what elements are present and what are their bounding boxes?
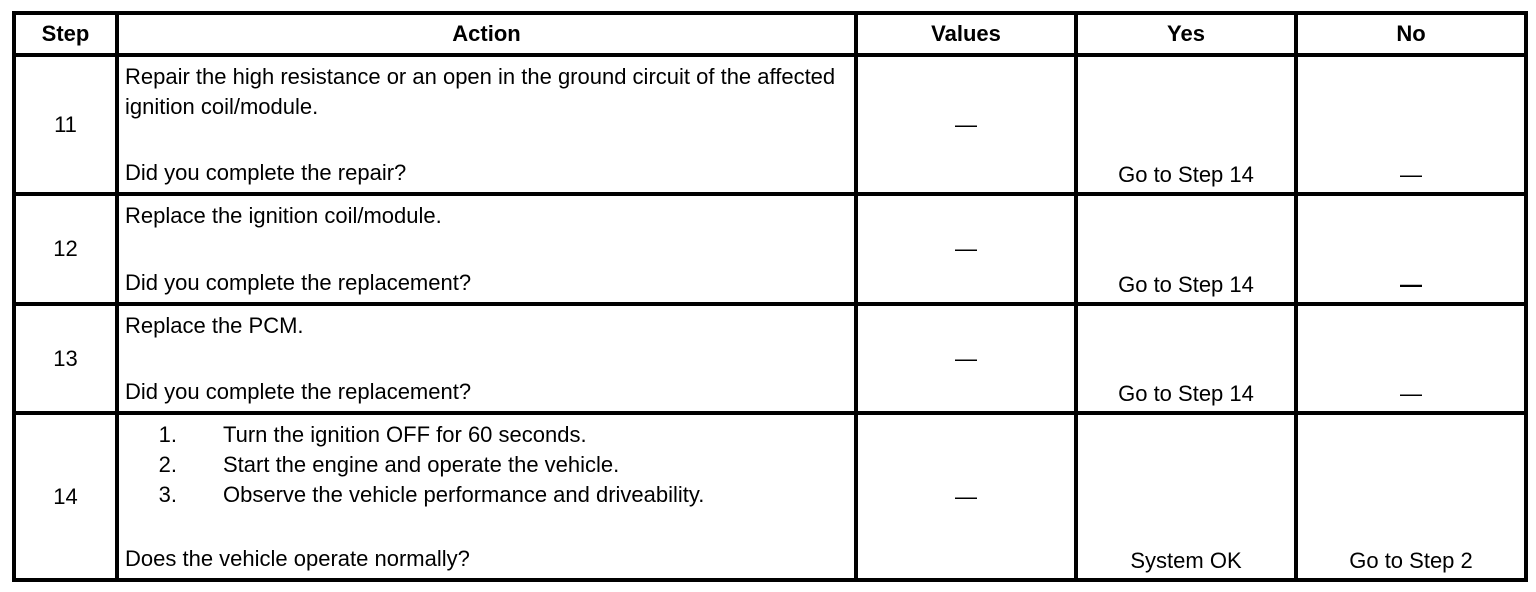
action-list — [125, 420, 848, 510]
list-item-number: 3. — [158, 482, 177, 507]
yes-cell: Go to Step 14 — [1076, 55, 1296, 194]
action-cell — [117, 55, 856, 194]
header-action: Action — [117, 13, 856, 55]
no-cell: — — [1296, 55, 1526, 194]
diagnostic-table — [12, 11, 1528, 582]
yes-cell: Go to Step 14 — [1076, 304, 1296, 413]
values-cell: — — [856, 304, 1076, 413]
list-item-number: 1. — [158, 422, 177, 447]
action-question: Did you complete the replacement? — [125, 270, 472, 295]
yes-cell: System OK — [1076, 413, 1296, 580]
step-number: 13 — [14, 304, 117, 413]
table-row — [14, 194, 1526, 304]
action-cell — [117, 304, 856, 413]
values-cell: — — [856, 194, 1076, 304]
step-number: 14 — [14, 413, 117, 580]
action-question: Did you complete the replacement? — [125, 379, 472, 404]
values-cell: — — [856, 413, 1076, 580]
header-yes: Yes — [1076, 13, 1296, 55]
table-row — [14, 55, 1526, 194]
list-item — [125, 420, 848, 450]
action-cell — [117, 194, 856, 304]
list-item — [125, 450, 848, 480]
header-values: Values — [856, 13, 1076, 55]
list-item-number: 2. — [158, 452, 177, 477]
list-item-text: Start the engine and operate the vehicle. — [223, 452, 620, 477]
action-text: Repair the high resistance or an open in the ground circuit of the affected ignition coil/module. — [125, 64, 836, 119]
table-row — [14, 413, 1526, 580]
header-row — [14, 13, 1526, 55]
step-number: 11 — [14, 55, 117, 194]
action-cell — [117, 413, 856, 580]
no-cell: — — [1296, 194, 1526, 304]
values-cell: — — [856, 55, 1076, 194]
action-question: Does the vehicle operate normally? — [125, 546, 470, 571]
action-text: Replace the ignition coil/module. — [125, 203, 442, 228]
header-no: No — [1296, 13, 1526, 55]
step-number: 12 — [14, 194, 117, 304]
table-row — [14, 304, 1526, 413]
list-item-text: Turn the ignition OFF for 60 seconds. — [223, 422, 587, 447]
action-text: Replace the PCM. — [125, 313, 304, 338]
list-item — [125, 480, 848, 510]
header-step: Step — [14, 13, 117, 55]
no-cell: Go to Step 2 — [1296, 413, 1526, 580]
list-item-text: Observe the vehicle performance and driveability. — [223, 482, 705, 507]
action-question: Did you complete the repair? — [125, 160, 407, 185]
no-cell: — — [1296, 304, 1526, 413]
yes-cell: Go to Step 14 — [1076, 194, 1296, 304]
